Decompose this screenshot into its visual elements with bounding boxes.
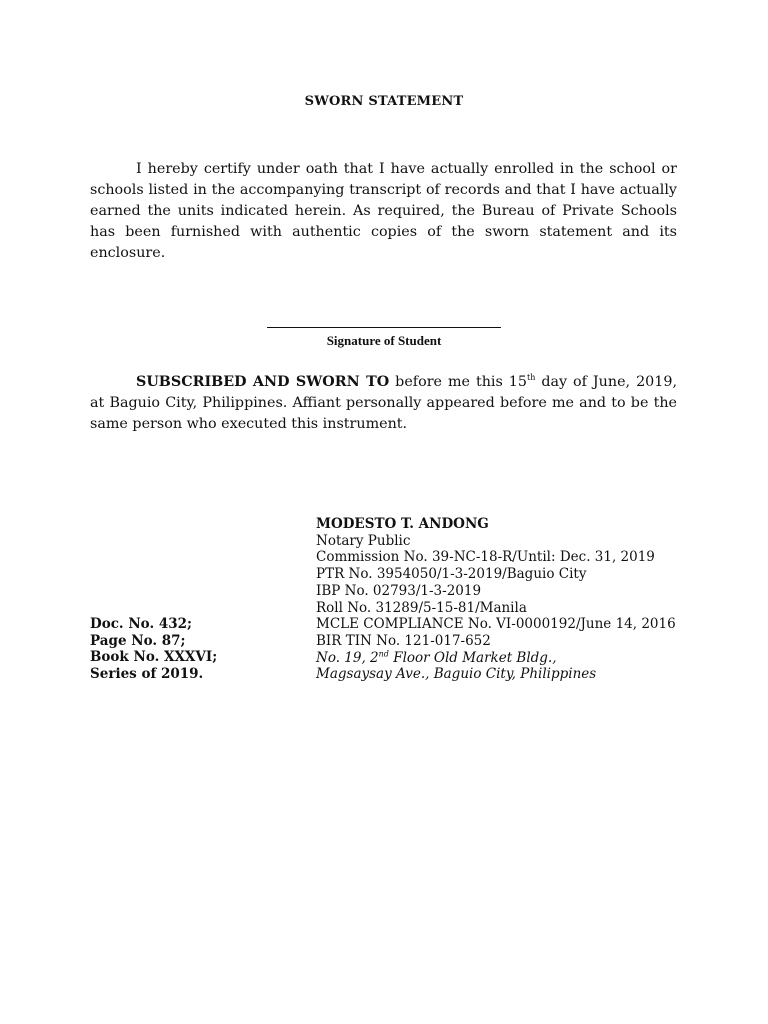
address-part-b: Floor Old Market Bldg., (388, 649, 557, 666)
jurat-ordinal: th (526, 373, 536, 383)
series-year: Series of 2019. (90, 666, 204, 683)
doc-number: Doc. No. 432; (90, 616, 193, 632)
notary-commission: Commission No. 39-NC-18-R/Until: Dec. 31, 2019 (316, 549, 655, 566)
certification-paragraph: I hereby certify under oath that I have actually enrolled in the school or schools listed in the accompanying transcript of records and that I have actually earned the units indicated herein. As required, the Bureau of Private Schools has been furnished with authentic copies of the sworn statement and its enclosure. (90, 161, 677, 261)
signature-line (267, 327, 501, 328)
jurat-lead: SUBSCRIBED AND SWORN TO (136, 374, 390, 390)
address-part-a: No. 19, 2 (316, 649, 379, 666)
notary-mcle: MCLE COMPLIANCE No. VI-0000192/June 14, 2016 (316, 616, 676, 633)
notary-title: Notary Public (316, 532, 411, 549)
signature-label: Signature of Student (326, 333, 442, 348)
jurat-text-2: day of June, 2019, at Baguio City, Philippines. Affiant personally appeared before me and to be the same person who executed this instrument. (90, 374, 677, 432)
notary-name: MODESTO T. ANDONG (316, 516, 489, 532)
notary-roll: Roll No. 31289/5-15-81/Manila (316, 599, 527, 616)
jurat-text-1: before me this 15 (389, 374, 527, 390)
jurat-paragraph (90, 372, 677, 435)
page-number: Page No. 87; (90, 632, 186, 649)
notary-address-line-1 (316, 650, 696, 667)
notary-address-line-2: Magsaysay Ave., Baguio City, Philippines (316, 666, 597, 683)
notary-ibp: IBP No. 02793/1-3-2019 (316, 582, 482, 599)
address-ordinal: nd (378, 649, 389, 659)
notary-block (316, 516, 696, 683)
document-title: SWORN STATEMENT (304, 94, 464, 109)
notary-ptr: PTR No. 3954050/1-3-2019/Baguio City (316, 566, 587, 583)
notary-bir: BIR TIN No. 121-017-652 (316, 632, 491, 649)
book-number: Book No. XXXVI; (90, 649, 218, 666)
document-reference (90, 616, 290, 683)
